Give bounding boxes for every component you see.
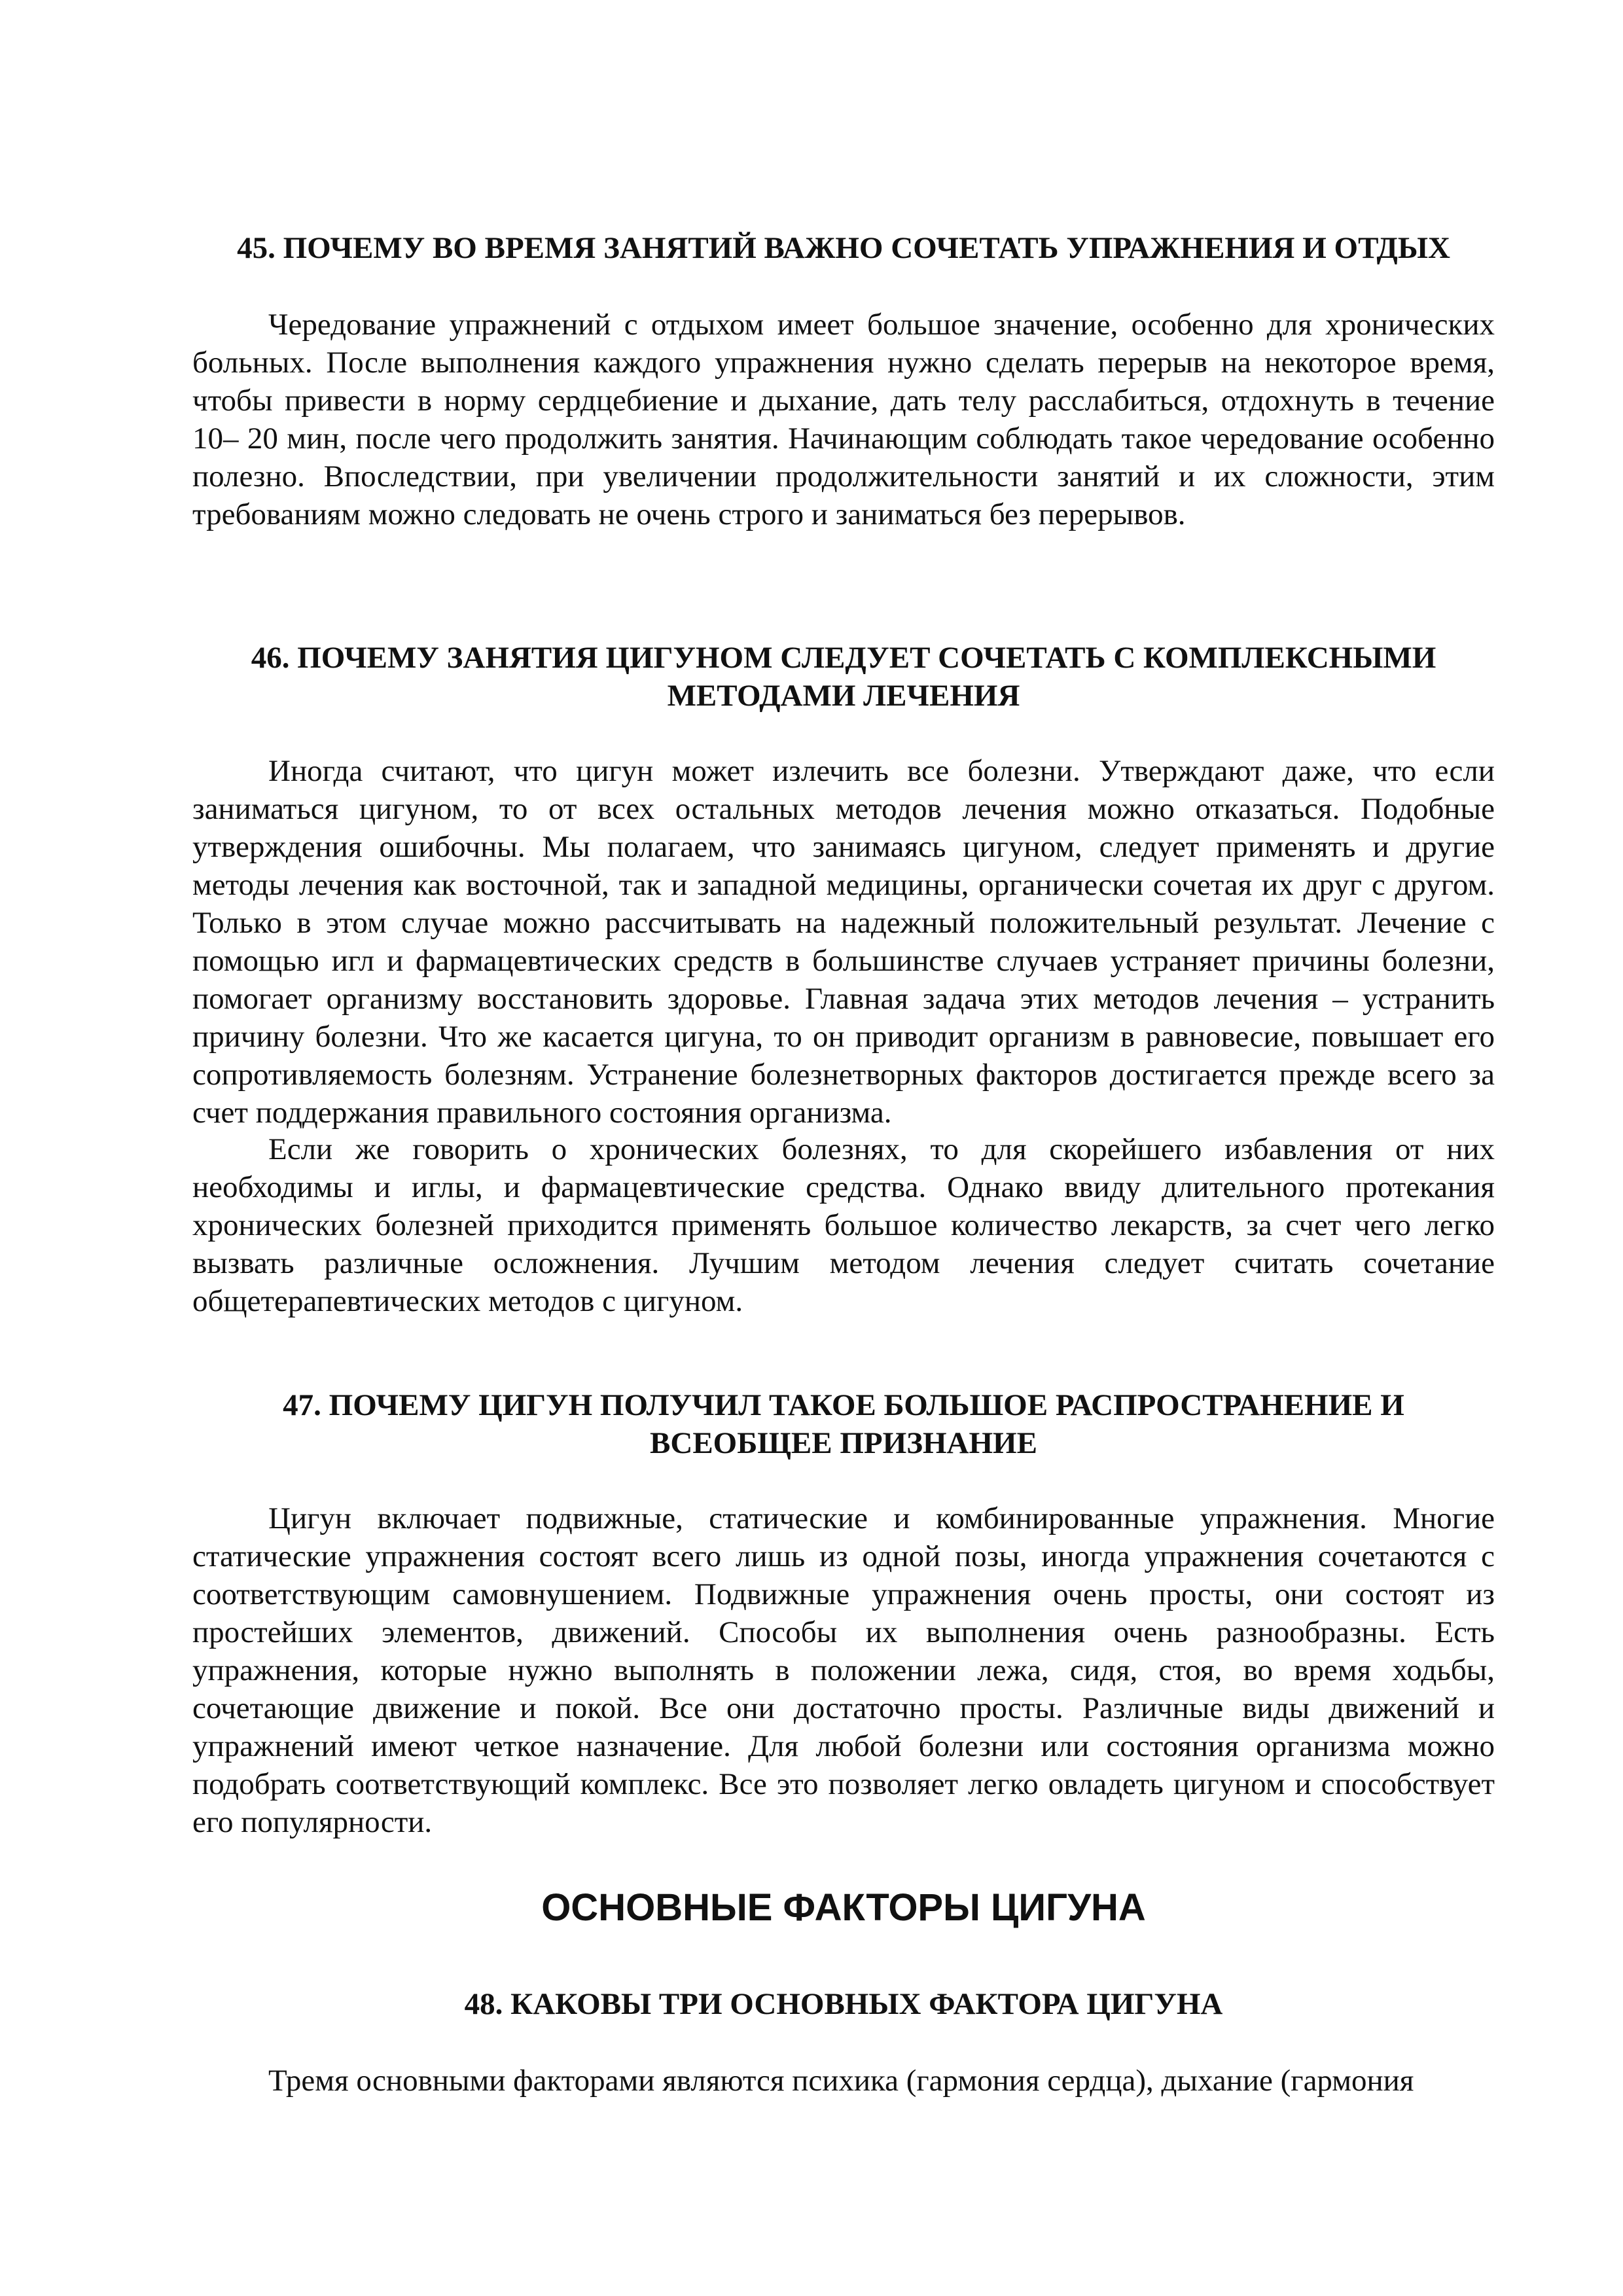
section-45-heading [192,229,1495,267]
section-46-paragraph-1: Иногда считают, что цигун может излечить все болезни. Утверждают даже, что если заниматься цигуном, то от всех остальных методов лечения можно отказаться. Подобные утверждения ошибочны. Мы полагаем, что занимаясь цигуном, следует применять и другие методы лечения как восточной, так и западной медицины, органически сочетая их друг с другом. Только в этом случае можно рассчитывать на надежный положительный результат. Лечение с помощью игл и фармацевтических средств в большинстве случаев устраняет причины болезни, помогает организму восстановить здоровье. Главная задача этих методов лечения – устранить причину болезни. Что же касается цигуна, то он приводит организм в равновесие, повышает его сопротивляемость болезням. Устранение болезнетворных факторов достигается прежде всего за счет поддержания правильного состояния организма. [192,754,1495,1130]
section-46-heading [192,639,1495,715]
heading-line: 46. ПОЧЕМУ ЗАНЯТИЯ ЦИГУНОМ СЛЕДУЕТ СОЧЕТАТЬ С КОМПЛЕКСНЫМИ [251,641,1436,675]
section-46-paragraph-2: Если же говорить о хронических болезнях, то для скорейшего избавления от них необходимы и иглы, и фармацевтические средства. Однако ввиду длительного протекания хронических болезней приходится применять большое количество лекарств, за счет чего легко вызвать различные осложнения. Лучшим методом лечения следует считать сочетание общетерапевтических методов с цигуном. [192,1132,1495,1318]
section-48-heading [192,1985,1495,2023]
chapter-title: ОСНОВНЫЕ ФАКТОРЫ ЦИГУНА [541,1886,1146,1929]
section-45-paragraph-1: Чередование упражнений с отдыхом имеет большое значение, особенно для хронических больных. После выполнения каждого упражнения нужно сделать перерыв на некоторое время, чтобы привести в норму сердцебиение и дыхание, дать телу расслабиться, отдохнуть в течение 10– 20 мин, после чего продолжить занятия. Начинающим соблюдать такое чередование особенно полезно. Впоследствии, при увеличении продолжительности занятий и их сложности, этим требованиям можно следовать не очень строго и заниматься без перерывов. [192,308,1495,531]
heading-line: 48. КАКОВЫ ТРИ ОСНОВНЫХ ФАКТОРА ЦИГУНА [464,1987,1223,2021]
heading-line: 45. ПОЧЕМУ ВО ВРЕМЯ ЗАНЯТИЙ ВАЖНО СОЧЕТАТЬ УПРАЖНЕНИЯ И ОТДЫХ [237,231,1450,265]
heading-line: ВСЕОБЩЕЕ ПРИЗНАНИЕ [650,1426,1037,1460]
heading-line: 47. ПОЧЕМУ ЦИГУН ПОЛУЧИЛ ТАКОЕ БОЛЬШОЕ РАСПРОСТРАНЕНИЕ И [283,1388,1404,1422]
section-47-paragraph-1: Цигун включает подвижные, статические и комбинированные упражнения. Многие статические упражнения состоят всего лишь из одной позы, иногда упражнения сочетаются с соответствующим самовнушением. Подвижные упражнения очень просты, они состоят из простейших элементов, движений. Способы их выполнения очень разнообразны. Есть упражнения, которые нужно выполнять в положении лежа, сидя, стоя, во время ходьбы, сочетающие движение и покой. Все они достаточно просты. Различные виды движений и упражнений имеют четкое назначение. Для любой болезни или состояния организма можно подобрать соответствующий комплекс. Все это позволяет легко овладеть цигуном и способствует его популярности. [192,1501,1495,1839]
heading-line: МЕТОДАМИ ЛЕЧЕНИЯ [667,679,1020,713]
section-47-heading [192,1386,1495,1462]
section-48-paragraph-1: Тремя основными факторами являются психика (гармония сердца), дыхание (гармония [268,2064,1414,2098]
